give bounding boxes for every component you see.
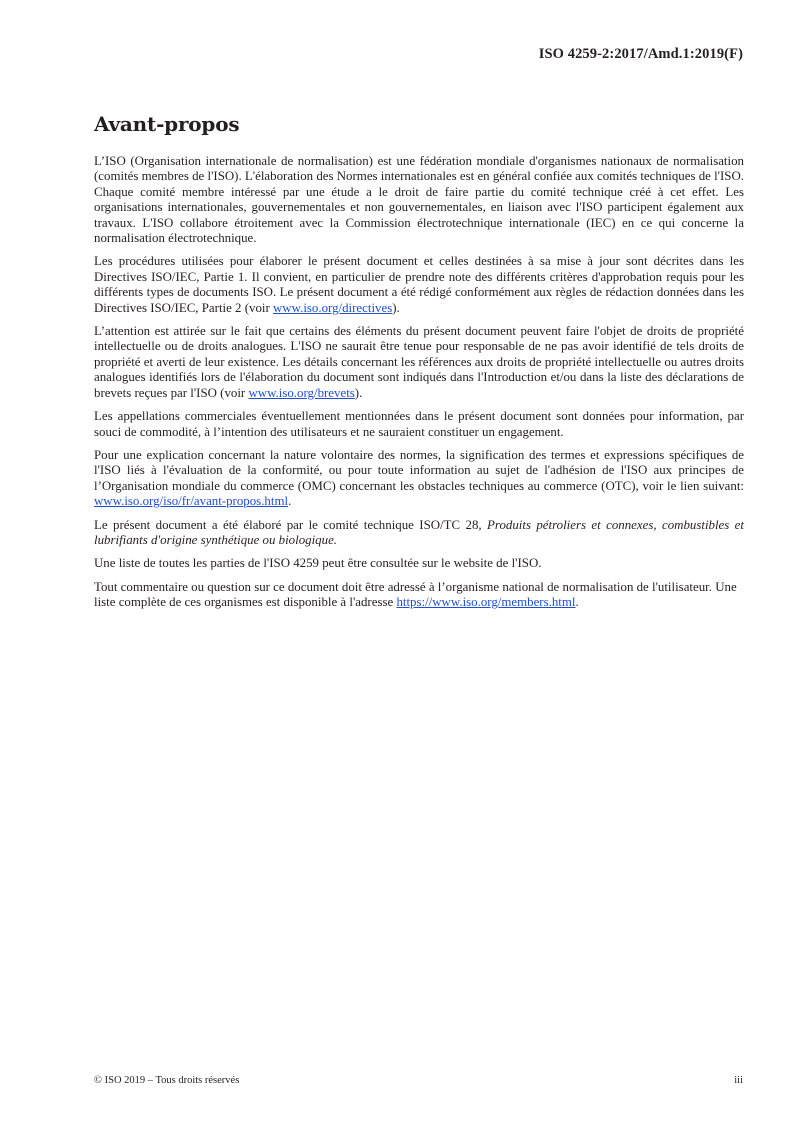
- paragraph-committee-text: Le présent document a été élaboré par le comité technique ISO/TC 28,: [94, 517, 488, 532]
- footer-copyright: © ISO 2019 – Tous droits réservés: [94, 1075, 240, 1086]
- page-title: Avant-propos: [94, 112, 240, 136]
- directives-link[interactable]: www.iso.org/directives: [273, 300, 393, 315]
- patents-link[interactable]: www.iso.org/brevets: [248, 385, 355, 400]
- paragraph-committee: [94, 518, 744, 549]
- paragraph-feedback-text: Tout commentaire ou question sur ce document doit être adressé à l’organisme national de normalisation de l'utilisateur. Une liste complète de ces organismes est disponible à l'adresse: [94, 579, 737, 610]
- paragraph-procedures-end: ).: [392, 300, 400, 315]
- paragraph-procedures: [94, 254, 744, 316]
- paragraph-iso-intro: L’ISO (Organisation internationale de normalisation) est une fédération mondiale d'organismes nationaux de normalisation (comités membres de l'ISO). L'élaboration des Normes internationales est en général confiée aux comités techniques de l'ISO. Chaque comité membre intéressé par une étude a le droit de faire partie du comité technique créé à cet effet. Les organisations internationales, gouvernementales et non gouvernementales, en liaison avec l'ISO participent également aux travaux. L'ISO collabore étroitement avec la Commission électrotechnique internationale (IEC) en ce qui concerne la normalisation électrotechnique.: [94, 154, 744, 246]
- document-id-header: ISO 4259-2:2017/Amd.1:2019(F): [538, 46, 743, 62]
- paragraph-patents: [94, 324, 744, 401]
- footer-page-number: iii: [734, 1075, 743, 1086]
- paragraph-parts-list: Une liste de toutes les parties de l'ISO 4259 peut être consultée sur le website de l'ISO.: [94, 556, 542, 571]
- foreword-link[interactable]: www.iso.org/iso/fr/avant-propos.html: [94, 494, 289, 509]
- paragraph-feedback: [94, 580, 744, 611]
- members-link[interactable]: https://www.iso.org/members.html: [396, 595, 576, 610]
- paragraph-feedback-end: .: [575, 595, 579, 610]
- paragraph-patents-end: ).: [354, 385, 363, 400]
- paragraph-trade-names: Les appellations commerciales éventuellement mentionnées dans le présent document sont données pour information, par souci de commodité, à l’intention des utilisateurs et ne sauraient constituer un engagement.: [94, 409, 744, 439]
- foreword-body: [94, 154, 744, 619]
- paragraph-voluntary-standards: [94, 448, 744, 510]
- paragraph-procedures-text: Les procédures utilisées pour élaborer le présent document et celles destinées à sa mise à jour sont décrites dans les Directives ISO/IEC, Partie 1. Il convient, en particulier de prendre note des différents critères d'approbation requis pour les différents types de documents ISO. Le présent document a été rédigé conformément aux règles de rédaction données dans les Directives ISO/IEC, Partie 2 (voir: [94, 254, 744, 315]
- paragraph-voluntary-text: Pour une explication concernant la nature volontaire des normes, la signification des termes et expressions spécifiques de l'ISO liés à l'évaluation de la conformité, ou pour toute information au sujet de l'adhésion de l'ISO aux principes de l’Organisation mondiale du commerce (OMC) concernant les obstacles techniques au commerce (OTC), voir le lien suivant:: [94, 447, 744, 493]
- paragraph-patents-text: L’attention est attirée sur le fait que certains des éléments du présent document peuvent faire l'objet de droits de propriété intellectuelle ou de droits analogues. L'ISO ne saurait être tenue pour responsable de ne pas avoir identifié de tels droits de propriété et averti de leur existence. Les détails concernant les références aux droits de propriété intellectuelle ou autres droits analogues identifiés lors de l'élaboration du document sont indiqués dans l'Introduction et/ou dans la liste des déclarations de brevets reçues par l'ISO (voir: [94, 324, 744, 400]
- paragraph-voluntary-end: .: [288, 494, 292, 509]
- committee-title: Produits pétroliers et connexes, combustibles et lubrifiants d'origine synthétique ou biologique.: [94, 517, 744, 547]
